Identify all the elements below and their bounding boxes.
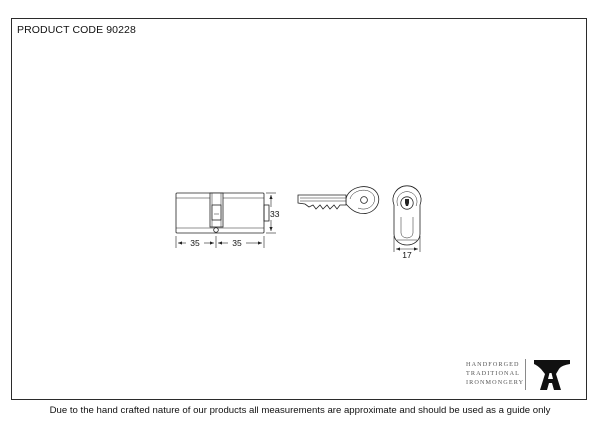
product-code: PRODUCT CODE 90228: [17, 24, 136, 36]
brand-line-3: IRONMONGERY: [466, 379, 525, 386]
dimension-label-width: 17: [402, 250, 412, 260]
dimension-label-left: 35: [190, 238, 200, 248]
brand-line-2: TRADITIONAL: [466, 370, 521, 377]
dimension-label-right: 35: [232, 238, 242, 248]
length-dimension: [176, 236, 264, 248]
brand-line-1: HANDFORGED: [466, 361, 520, 368]
cylinder-side-view: [176, 193, 269, 233]
brand-tagline: [466, 360, 524, 387]
anvil-logo-icon: [532, 357, 572, 393]
dimension-label-height: 33: [270, 209, 280, 219]
key-view: [298, 187, 379, 214]
cylinder-end-view: [393, 186, 421, 245]
brand-divider: [525, 359, 526, 390]
footer-disclaimer: Due to the hand crafted nature of our products all measurements are approximate and should be used as a guide only: [49, 405, 551, 416]
brand-block: [461, 354, 578, 394]
